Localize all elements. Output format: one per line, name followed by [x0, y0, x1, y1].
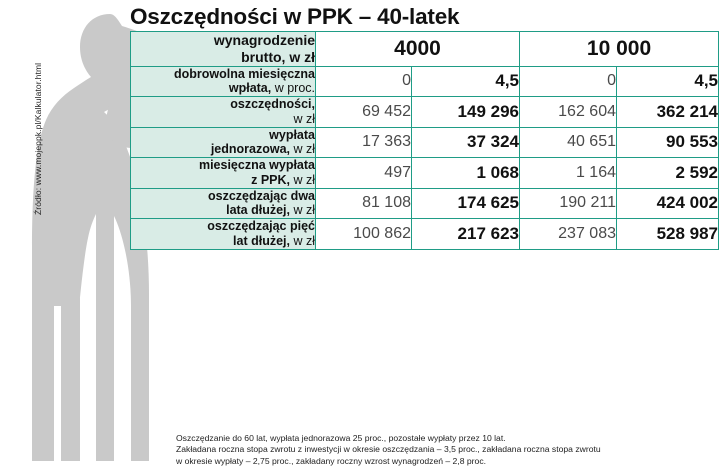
row-label-two-years-longer	[131, 188, 316, 219]
footnote-line-3: w okresie wypłaty – 2,75 proc., zakładany roczny wzrost wynagrodzeń – 2,8 proc.	[176, 455, 487, 466]
cell-value: 81 108	[316, 188, 412, 219]
table-row	[131, 158, 719, 189]
table-row	[131, 188, 719, 219]
table-row	[131, 219, 719, 250]
row-label-savings	[131, 97, 316, 128]
row-label-unit: w proc.	[271, 81, 315, 96]
cell-value: 90 553	[617, 127, 719, 158]
row-label-unit: w zł	[290, 142, 315, 157]
row-label-monthly-payout	[131, 158, 316, 189]
row-label-line2: jednorazowa,	[210, 142, 290, 157]
row-label-line2: wpłata,	[228, 81, 272, 96]
cell-value: 528 987	[617, 219, 719, 250]
column-header-10000: 10 000	[520, 32, 719, 67]
cell-value: 69 452	[316, 97, 412, 128]
cell-value: 190 211	[520, 188, 617, 219]
cell-value: 37 324	[412, 127, 520, 158]
row-label-line1: miesięczna wypłata	[198, 158, 315, 173]
row-label-unit: w zł	[293, 111, 315, 126]
row-label-line2: lata dłużej,	[226, 203, 290, 218]
cell-value: 174 625	[412, 188, 520, 219]
page-title: Oszczędności w PPK – 40-latek	[130, 4, 460, 29]
cell-value: 149 296	[412, 97, 520, 128]
header-label-unit: brutto, w zł	[241, 48, 315, 65]
row-label-line1: oszczędności,	[230, 97, 315, 112]
cell-value: 100 862	[316, 219, 412, 250]
cell-value: 4,5	[617, 66, 719, 97]
cell-value: 497	[316, 158, 412, 189]
header-label-main: wynagrodzenie	[213, 32, 315, 48]
table-header-row	[131, 32, 719, 67]
source-note: Źródło: www.mojeppk.pl/Kalkulator.html	[33, 62, 43, 215]
cell-value: 362 214	[617, 97, 719, 128]
ppk-savings-table	[130, 31, 718, 250]
row-label-line1: dobrowolna miesięczna	[173, 66, 315, 81]
cell-value: 237 083	[520, 219, 617, 250]
cell-value: 1 164	[520, 158, 617, 189]
cell-value: 2 592	[617, 158, 719, 189]
footnote	[176, 433, 716, 467]
column-header-4000: 4000	[316, 32, 520, 67]
cell-value: 424 002	[617, 188, 719, 219]
row-label-unit: w zł	[290, 233, 315, 248]
row-label-line1: wypłata	[269, 127, 315, 142]
header-label-cell	[131, 32, 316, 67]
cell-value: 217 623	[412, 219, 520, 250]
row-label-five-years-longer	[131, 219, 316, 250]
row-label-unit: w zł	[290, 203, 315, 218]
cell-value: 0	[316, 66, 412, 97]
table-row	[131, 66, 719, 97]
row-label-line1: oszczędzając pięć	[207, 219, 315, 234]
cell-value: 17 363	[316, 127, 412, 158]
row-label-line2: lat dłużej,	[233, 233, 290, 248]
row-label-line1: oszczędzając dwa	[208, 188, 315, 203]
row-label-voluntary-contribution	[131, 66, 316, 97]
cell-value: 4,5	[412, 66, 520, 97]
footnote-line-2: Zakładana roczna stopa zwrotu z inwestycji w okresie oszczędzania – 3,5 proc., zakładana roczna stopa zwrotu	[176, 444, 601, 455]
cell-value: 1 068	[412, 158, 520, 189]
table-row	[131, 97, 719, 128]
table-row	[131, 127, 719, 158]
cell-value: 40 651	[520, 127, 617, 158]
cell-value: 0	[520, 66, 617, 97]
row-label-line2: z PPK,	[251, 172, 290, 187]
cell-value: 162 604	[520, 97, 617, 128]
footnote-line-1: Oszczędzanie do 60 lat, wypłata jednorazowa 25 proc., pozostałe wypłaty przez 10 lat.	[176, 433, 506, 443]
row-label-unit: w zł	[290, 172, 315, 187]
row-label-lump-sum-payout	[131, 127, 316, 158]
